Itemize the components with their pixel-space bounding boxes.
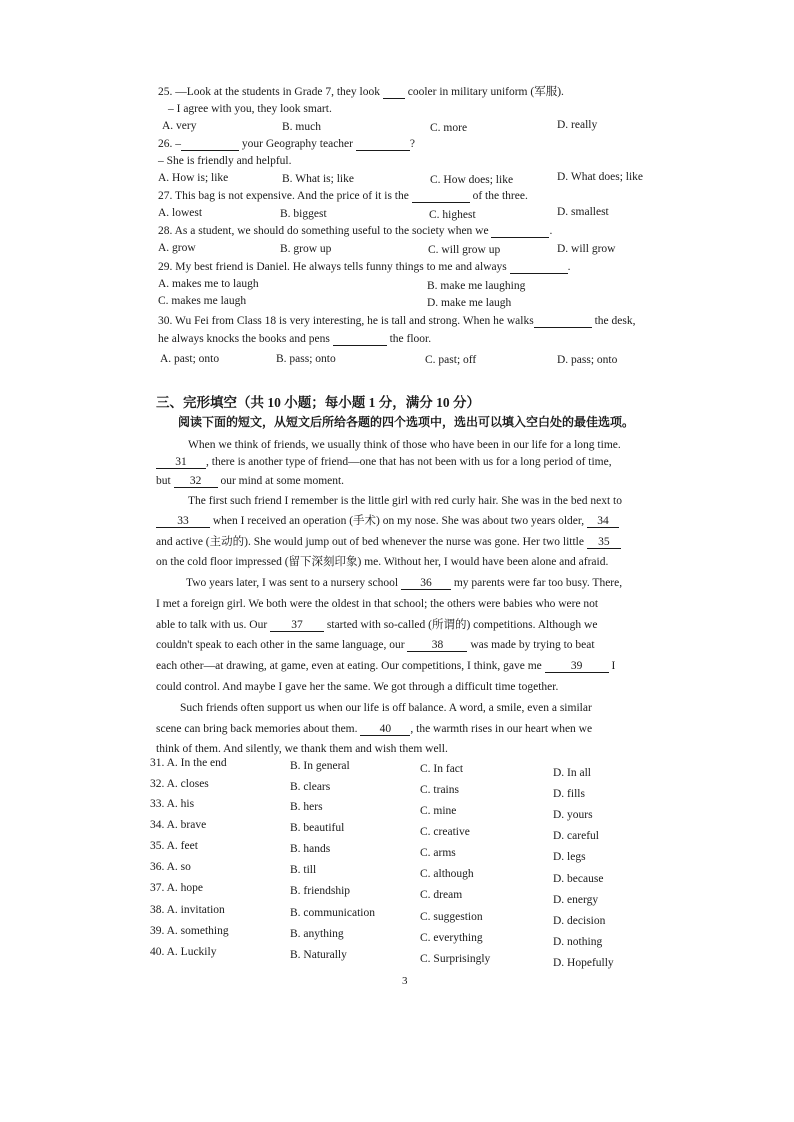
option-b: B. clears: [290, 781, 331, 793]
passage-line: I met a foreign girl. We both were the oldest in that school; the others were babies who were not: [156, 598, 599, 610]
option-d: D. fills: [553, 788, 585, 800]
option-b: B. friendship: [290, 885, 351, 897]
passage-line: could control. And maybe I gave her the same. We got through a difficult time together.: [156, 681, 559, 693]
cloze-option-row: 36. A. so: [150, 861, 191, 873]
cloze-blank-34: 34: [587, 515, 619, 528]
question-29-stem: 29. My best friend is Daniel. He always tells funny things to me and always .: [158, 261, 571, 273]
option-d: D. decision: [553, 915, 606, 927]
option-b: B. hers: [290, 801, 323, 813]
cloze-option-row: 31. A. In the end: [150, 757, 227, 769]
question-25-response: – I agree with you, they look smart.: [168, 103, 332, 115]
option-b: B. pass; onto: [276, 353, 336, 365]
option-d: D. legs: [553, 851, 586, 863]
answer-blank: [412, 190, 470, 203]
option-d: D. nothing: [553, 936, 603, 948]
option-d: D. What does; like: [557, 171, 644, 183]
question-26-response: – She is friendly and helpful.: [158, 155, 292, 167]
option-d: D. In all: [553, 767, 592, 779]
option-a: A. past; onto: [160, 353, 220, 365]
option-c: C. Surprisingly: [420, 953, 491, 965]
option-d: D. because: [553, 873, 604, 885]
option-c: C. mine: [420, 805, 457, 817]
cloze-blank-37: 37: [270, 619, 324, 632]
passage-line: on the cold floor impressed (留下深刻印象) me. Without her, I would have been alone and afraid.: [156, 556, 609, 568]
cloze-option-row: 34. A. brave: [150, 819, 207, 831]
option-c: C. although: [420, 868, 474, 880]
option-b: B. communication: [290, 907, 375, 919]
option-d: D. will grow: [557, 243, 616, 255]
option-c: C. arms: [420, 847, 456, 859]
question-number: 28.: [158, 225, 173, 237]
cloze-option-row: 38. A. invitation: [150, 904, 225, 916]
option-c: C. How does; like: [430, 174, 514, 186]
question-28-stem: 28. As a student, we should do something useful to the society when we .: [158, 225, 553, 237]
option-b: B. Naturally: [290, 949, 347, 961]
option-a: A. makes me to laugh: [158, 278, 259, 290]
answer-blank: [510, 261, 568, 274]
passage-line: but 32 our mind at some moment.: [156, 475, 345, 487]
option-a: A. How is; like: [158, 172, 229, 184]
option-c: C. makes me laugh: [158, 295, 247, 307]
option-a: A. lowest: [158, 207, 203, 219]
cloze-option-row: 32. A. closes: [150, 778, 209, 790]
option-c: C. past; off: [425, 354, 477, 366]
cloze-blank-32: 32: [174, 475, 218, 488]
option-c: C. will grow up: [428, 244, 501, 256]
page-number: 3: [402, 975, 408, 987]
cloze-blank-38: 38: [407, 639, 467, 652]
cloze-option-row: 40. A. Luckily: [150, 946, 217, 958]
cloze-option-row: 39. A. something: [150, 925, 229, 937]
cloze-blank-36: 36: [401, 577, 451, 590]
option-b: B. till: [290, 864, 317, 876]
option-c: C. creative: [420, 826, 470, 838]
section-heading: 三、完形填空（共 10 小题；每小题 1 分，满分 10 分）: [156, 395, 480, 410]
passage-line: Such friends often support us when our life is off balance. A word, a smile, even a similar: [180, 702, 592, 714]
option-d: D. Hopefully: [553, 957, 614, 969]
option-c: C. dream: [420, 889, 463, 901]
answer-blank: [534, 315, 592, 328]
option-b: B. make me laughing: [427, 280, 526, 292]
question-number: 27.: [158, 190, 173, 202]
option-c: C. highest: [429, 209, 476, 221]
answer-blank: [491, 225, 549, 238]
option-b: B. anything: [290, 928, 344, 940]
question-27-stem: 27. This bag is not expensive. And the price of it is the of the three.: [158, 190, 528, 202]
passage-line: able to talk with us. Our 37 started with so-called (所谓的) competitions. Although we: [156, 619, 598, 631]
passage-line: When we think of friends, we usually think of those who have been in our life for a long time.: [188, 439, 621, 451]
option-a: A. very: [162, 120, 197, 132]
option-c: C. trains: [420, 784, 459, 796]
passage-line: scene can bring back memories about them. 40 , the warmth rises in our heart when we: [156, 723, 593, 735]
option-c: C. In fact: [420, 763, 464, 775]
option-b: B. beautiful: [290, 822, 345, 834]
passage-line: each other—at drawing, at game, even at eating. Our competitions, I think, gave me 39 I: [156, 660, 616, 672]
answer-blank: [383, 86, 405, 99]
passage-line: couldn't speak to each other in the same language, our 38 was made by trying to beat: [156, 639, 595, 651]
option-d: D. yours: [553, 809, 593, 821]
question-number: 29.: [158, 261, 173, 273]
passage-line: and active (主动的). She would jump out of bed whenever the nurse was gone. Her two little 35: [156, 535, 621, 549]
question-25-stem: 25. —Look at the students in Grade 7, they look cooler in military uniform (军服).: [158, 86, 564, 98]
cloze-blank-35: 35: [587, 536, 621, 549]
option-d: D. energy: [553, 894, 599, 906]
question-number: 25.: [158, 86, 173, 98]
question-26-stem: 26. – your Geography teacher ?: [158, 138, 415, 150]
option-b: B. grow up: [280, 243, 332, 255]
option-b: B. much: [282, 121, 321, 133]
cloze-blank-39: 39: [545, 660, 609, 673]
option-c: C. more: [430, 122, 468, 134]
passage-line: think of them. And silently, we thank them and wish them well.: [156, 743, 448, 755]
answer-blank: [181, 138, 239, 151]
option-b: B. hands: [290, 843, 331, 855]
option-d: D. really: [557, 119, 598, 131]
cloze-blank-31: 31: [156, 456, 206, 469]
question-30-stem-line2: he always knocks the books and pens the floor.: [158, 333, 432, 345]
question-30-stem: 30. Wu Fei from Class 18 is very interesting, he is tall and strong. When he walks the desk,: [158, 315, 636, 327]
question-number: 26.: [158, 138, 173, 150]
passage-line: 33 when I received an operation (手术) on my nose. She was about two years older, 34: [156, 514, 619, 528]
passage-line: Two years later, I was sent to a nursery school 36 my parents were far too busy. There,: [186, 577, 623, 589]
option-b: B. What is; like: [282, 173, 354, 185]
option-d: D. careful: [553, 830, 599, 842]
option-a: A. grow: [158, 242, 196, 254]
passage-line: The first such friend I remember is the little girl with red curly hair. She was in the bed next to: [188, 495, 623, 507]
option-b: B. In general: [290, 760, 350, 772]
cloze-blank-33: 33: [156, 515, 210, 528]
option-d: D. pass; onto: [557, 354, 618, 366]
question-number: 30.: [158, 315, 173, 327]
section-instruction: 阅读下面的短文，从短文后所给各题的四个选项中，选出可以填入空白处的最佳选项。: [178, 415, 635, 429]
option-c: C. suggestion: [420, 911, 483, 923]
cloze-option-row: 37. A. hope: [150, 882, 204, 894]
option-d: D. smallest: [557, 206, 609, 218]
cloze-option-row: 35. A. feet: [150, 840, 198, 852]
cloze-option-row: 33. A. his: [150, 798, 195, 810]
option-c: C. everything: [420, 932, 483, 944]
option-d: D. make me laugh: [427, 297, 512, 309]
passage-line: 31 , there is another type of friend—one that has not been with us for a long period of time,: [156, 455, 612, 469]
cloze-blank-40: 40: [360, 723, 410, 736]
answer-blank: [356, 138, 410, 151]
answer-blank: [333, 333, 387, 346]
option-b: B. biggest: [280, 208, 327, 220]
